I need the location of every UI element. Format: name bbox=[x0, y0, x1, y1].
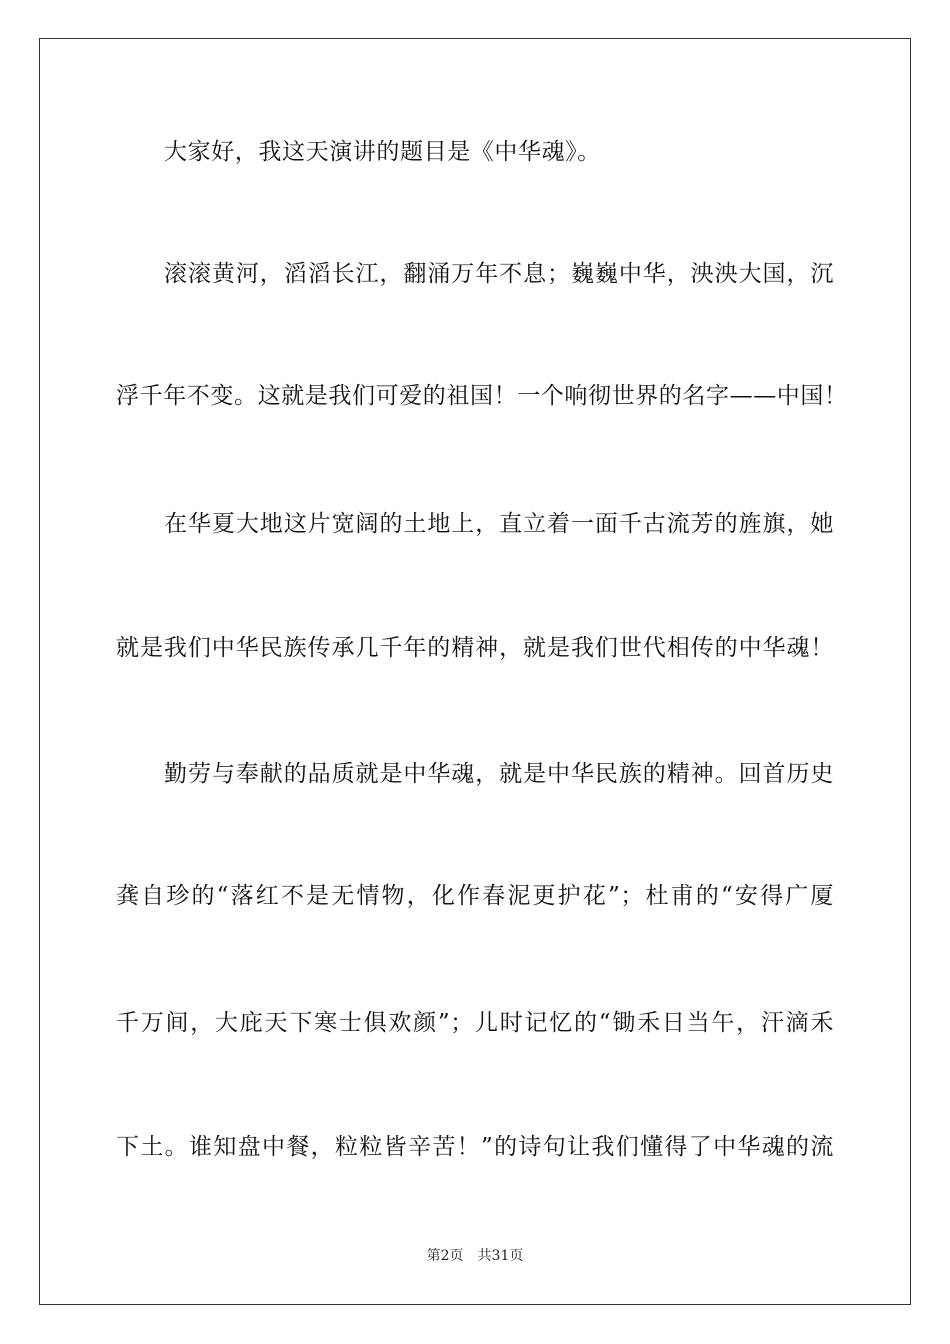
text-line-3: 浮千年不变。这就是我们可爱的祖国！一个响彻世界的名字——中国！ bbox=[116, 383, 848, 409]
text-line-4: 在华夏大地这片宽阔的土地上，直立着一面千古流芳的旌旗，她 bbox=[164, 511, 834, 537]
text-line-7: 龚自珍的“落红不是无情物，化作春泥更护花”；杜甫的“安得广厦 bbox=[116, 883, 834, 909]
text-line-9: 下土。谁知盘中餐，粒粒皆辛苦！”的诗句让我们懂得了中华魂的流 bbox=[116, 1134, 834, 1160]
text-line-8: 千万间，大庇天下寒士俱欢颜”；儿时记忆的“锄禾日当午，汗滴禾 bbox=[116, 1010, 834, 1036]
page-number: 第2页 bbox=[426, 1248, 464, 1264]
page-footer bbox=[0, 1247, 950, 1265]
text-line-1: 大家好，我这天演讲的题目是《中华魂》。 bbox=[164, 139, 601, 165]
text-line-5: 就是我们中华民族传承几千年的精神，就是我们世代相传的中华魂！ bbox=[116, 635, 834, 661]
text-line-6: 勤劳与奉献的品质就是中华魂，就是中华民族的精神。回首历史 bbox=[164, 761, 834, 787]
page-border bbox=[39, 38, 911, 1305]
text-line-2: 滚滚黄河，滔滔长江，翻涌万年不息；巍巍中华，泱泱大国，沉 bbox=[164, 261, 834, 287]
page-total: 共31页 bbox=[477, 1248, 524, 1264]
